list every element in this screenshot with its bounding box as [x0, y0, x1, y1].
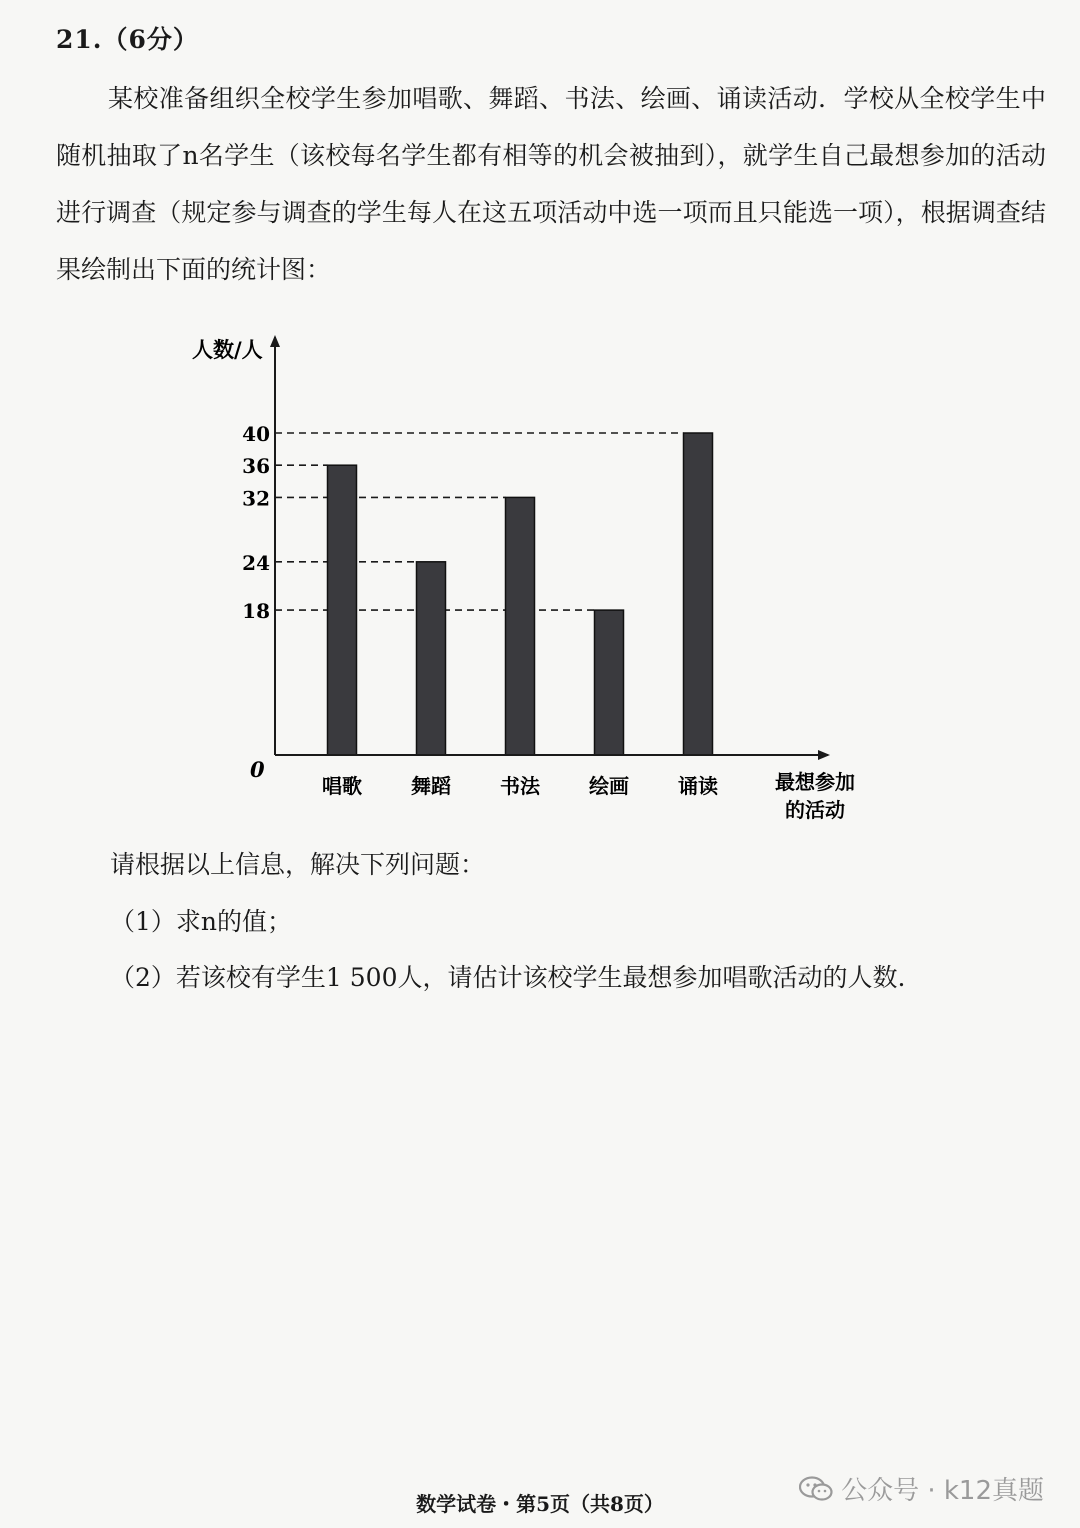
y-tick-label: 32	[242, 486, 270, 511]
bar-1	[328, 465, 357, 755]
page-footer: 数学试卷・第5页（共8页）	[416, 1492, 664, 1516]
question-paragraph: 某校准备组织全校学生参加唱歌、舞蹈、书法、绘画、诵读活动．学校从全校学生中随机抽取了n名学生（该校每名学生都有相等的机会被抽到），就学生自己最想参加的活动进行调查（规定参与调查的学生每人在这五项活动中选一项而且只能选一项），根据调查结果绘制出下面的统计图：	[56, 84, 1046, 284]
category-label: 书法	[500, 774, 540, 798]
y-tick-label: 36	[242, 454, 270, 479]
x-axis-label-line2: 的活动	[785, 798, 845, 822]
y-axis-label: 人数/人	[192, 337, 263, 362]
bar-4	[595, 610, 624, 755]
y-tick-label: 18	[242, 599, 270, 624]
watermark-text: 公众号 · k12真题	[841, 1476, 1044, 1506]
category-label: 唱歌	[322, 774, 362, 798]
bar-3	[506, 497, 535, 755]
category-label: 舞蹈	[411, 774, 451, 798]
x-axis-label-line1: 最想参加	[775, 770, 855, 794]
category-label: 诵读	[678, 774, 718, 798]
bar-chart	[180, 325, 880, 830]
question-part-1: （1）求n的值；	[110, 907, 293, 936]
question-part-2: （2）若该校有学生1 500人，请估计该校学生最想参加唱歌活动的人数.	[110, 963, 906, 992]
question-number: 21.（6分）	[56, 25, 199, 54]
wechat-icon	[799, 1476, 833, 1502]
origin-label: 0	[250, 757, 265, 782]
category-label: 绘画	[589, 774, 629, 798]
questions-intro: 请根据以上信息，解决下列问题：	[110, 850, 486, 879]
y-tick-label: 24	[242, 550, 270, 575]
bar-5	[684, 433, 713, 755]
y-tick-label: 40	[242, 422, 270, 446]
watermark	[799, 1470, 1044, 1507]
bar-2	[417, 562, 446, 755]
